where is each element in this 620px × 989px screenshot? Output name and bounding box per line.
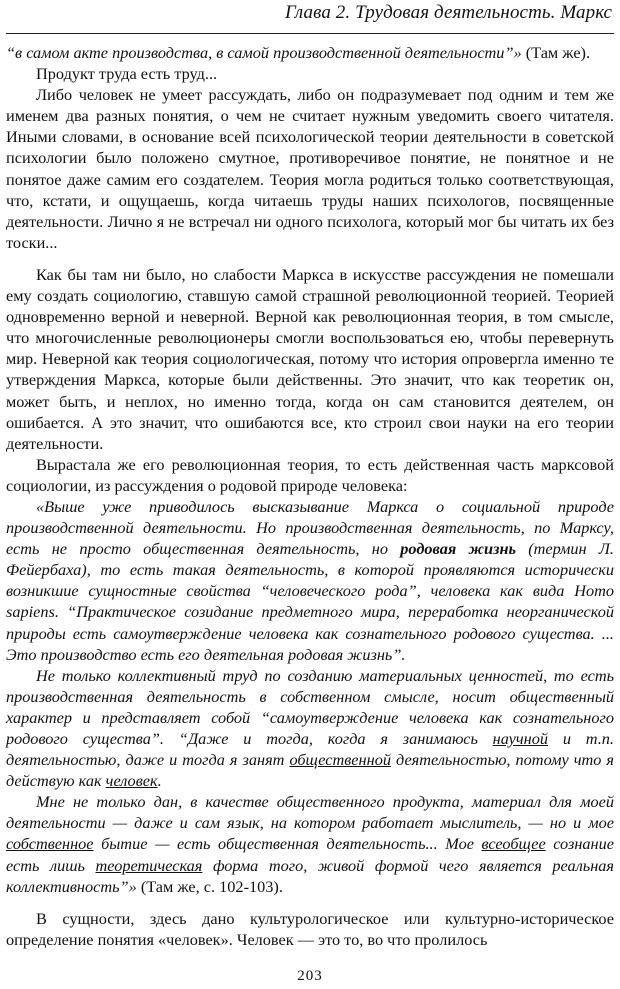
quote-text: форма того, живой формой чего является реальная коллективность”» xyxy=(6,855,614,896)
quote-text: бытие — есть общественная деятельность... Мое xyxy=(93,834,482,854)
paragraph-3: Либо человек не умеет рассуждать, либо он подразумевает под одним и тем же именем два разных понятия, о чем не считает нужным уведомить своего читателя. Иными словами, в основание всей психологической теории деятельности в советской психологии было положено смутное, противоречивое понятие, не понятное и не понятое даже самим его создателем. Теория могла родиться только соответствующая, что, кстати, и ощущаешь, когда читаешь труды наших психологов, посвященные деятельности. Лично я не встречал ни одного психолога, который мог бы читать их без тоски... xyxy=(6,85,614,252)
quote-text: и т.п. деятельностью, даже и тогда я занят xyxy=(6,729,614,770)
running-header: Глава 2. Трудовая деятельность. Маркс xyxy=(284,2,612,23)
quote-text: Мне не только дан, в качестве общественного продукта, материал для моей деятельности — даже и сам язык, на котором работает мыслитель, — но и мое xyxy=(6,792,614,833)
block-quote-2 xyxy=(6,665,614,792)
quote-fragment: “в самом акте производства, в самой производственной деятельности”» xyxy=(6,43,522,62)
citation: (Там же). xyxy=(521,43,591,62)
quote-text: деятельностью, потому что я действую как xyxy=(6,750,614,791)
page-body xyxy=(6,42,614,950)
quote-text: сознание есть лишь xyxy=(6,834,614,875)
underlined-term: теоретическая xyxy=(95,855,203,875)
header-rule xyxy=(6,33,614,34)
citation: (Там же, с. 102-103). xyxy=(136,876,283,896)
paragraph-9: В сущности, здесь дано культурологическое или культурно-историческое определение понятия «человек». Человек — это то, во что пролилось xyxy=(6,908,614,949)
underlined-term: всеобщее xyxy=(481,834,546,854)
quote-text: (термин Л. Фейербаха), то есть такая деятельность, в которой проявляются исторически возникшие сущностные свойства “человеческого рода”, человека как вида Homo sapiens. “Практическое созидание предметного мира, переработка неорганической природы есть самоутверждение человека как сознательного родового существа. ... Это производство есть его деятельная родовая жизнь”. xyxy=(6,539,614,664)
underlined-term: человек xyxy=(105,771,158,791)
paragraph-1 xyxy=(6,42,614,63)
underlined-term: общественной xyxy=(289,750,391,770)
paragraph-2: Продукт труда есть труд... xyxy=(36,64,218,84)
quote-text: . xyxy=(157,771,162,791)
block-quote-1 xyxy=(6,496,614,665)
quote-text: Не только коллективный труд по созданию материальных ценностей, то есть производственная деятельность в собственном смысле, носит общественный характер и представляет собой “самоутверждение человека как сознательного родового существа”. “Даже и тогда, когда я занимаюсь xyxy=(6,665,614,748)
underlined-term: научной xyxy=(492,729,549,748)
paragraph-4: Как бы там ни было, но слабости Маркса в искусстве рассуждения не помешали ему создать социологию, ставшую самой страшной революционной теорией. Теорией одновременно верной и неверной. Верной как революционная теория, в том смысле, что многочисленные революционеры смогли воспользоваться ею, чтобы перевернуть мир. Неверной как теория социологическая, потому что история опровергла именно те утверждения Маркса, которые были действенны. Это значит, что как теоретик он, может быть, и неплох, но именно тогда, когда он сам становится деятелем, он ошибается. А это значит, что ошибаются все, кто строил свои науки на его теории деятельности. xyxy=(6,264,614,453)
underlined-term: собственное xyxy=(6,834,94,854)
paragraph-5: Вырастала же его революционная теория, то есть действенная часть марксовой социологии, из рассуждения о родовой природе человека: xyxy=(6,454,614,495)
page-number: 203 xyxy=(297,968,323,984)
quote-text: «Выше уже приводилось высказывание Маркса о социальной природе производственной деятельности. Но производственная деятельность, по Марксу, есть не просто общественная деятельность, но xyxy=(6,496,614,559)
bold-term: родовая жизнь xyxy=(400,539,516,559)
block-quote-3 xyxy=(6,791,614,896)
